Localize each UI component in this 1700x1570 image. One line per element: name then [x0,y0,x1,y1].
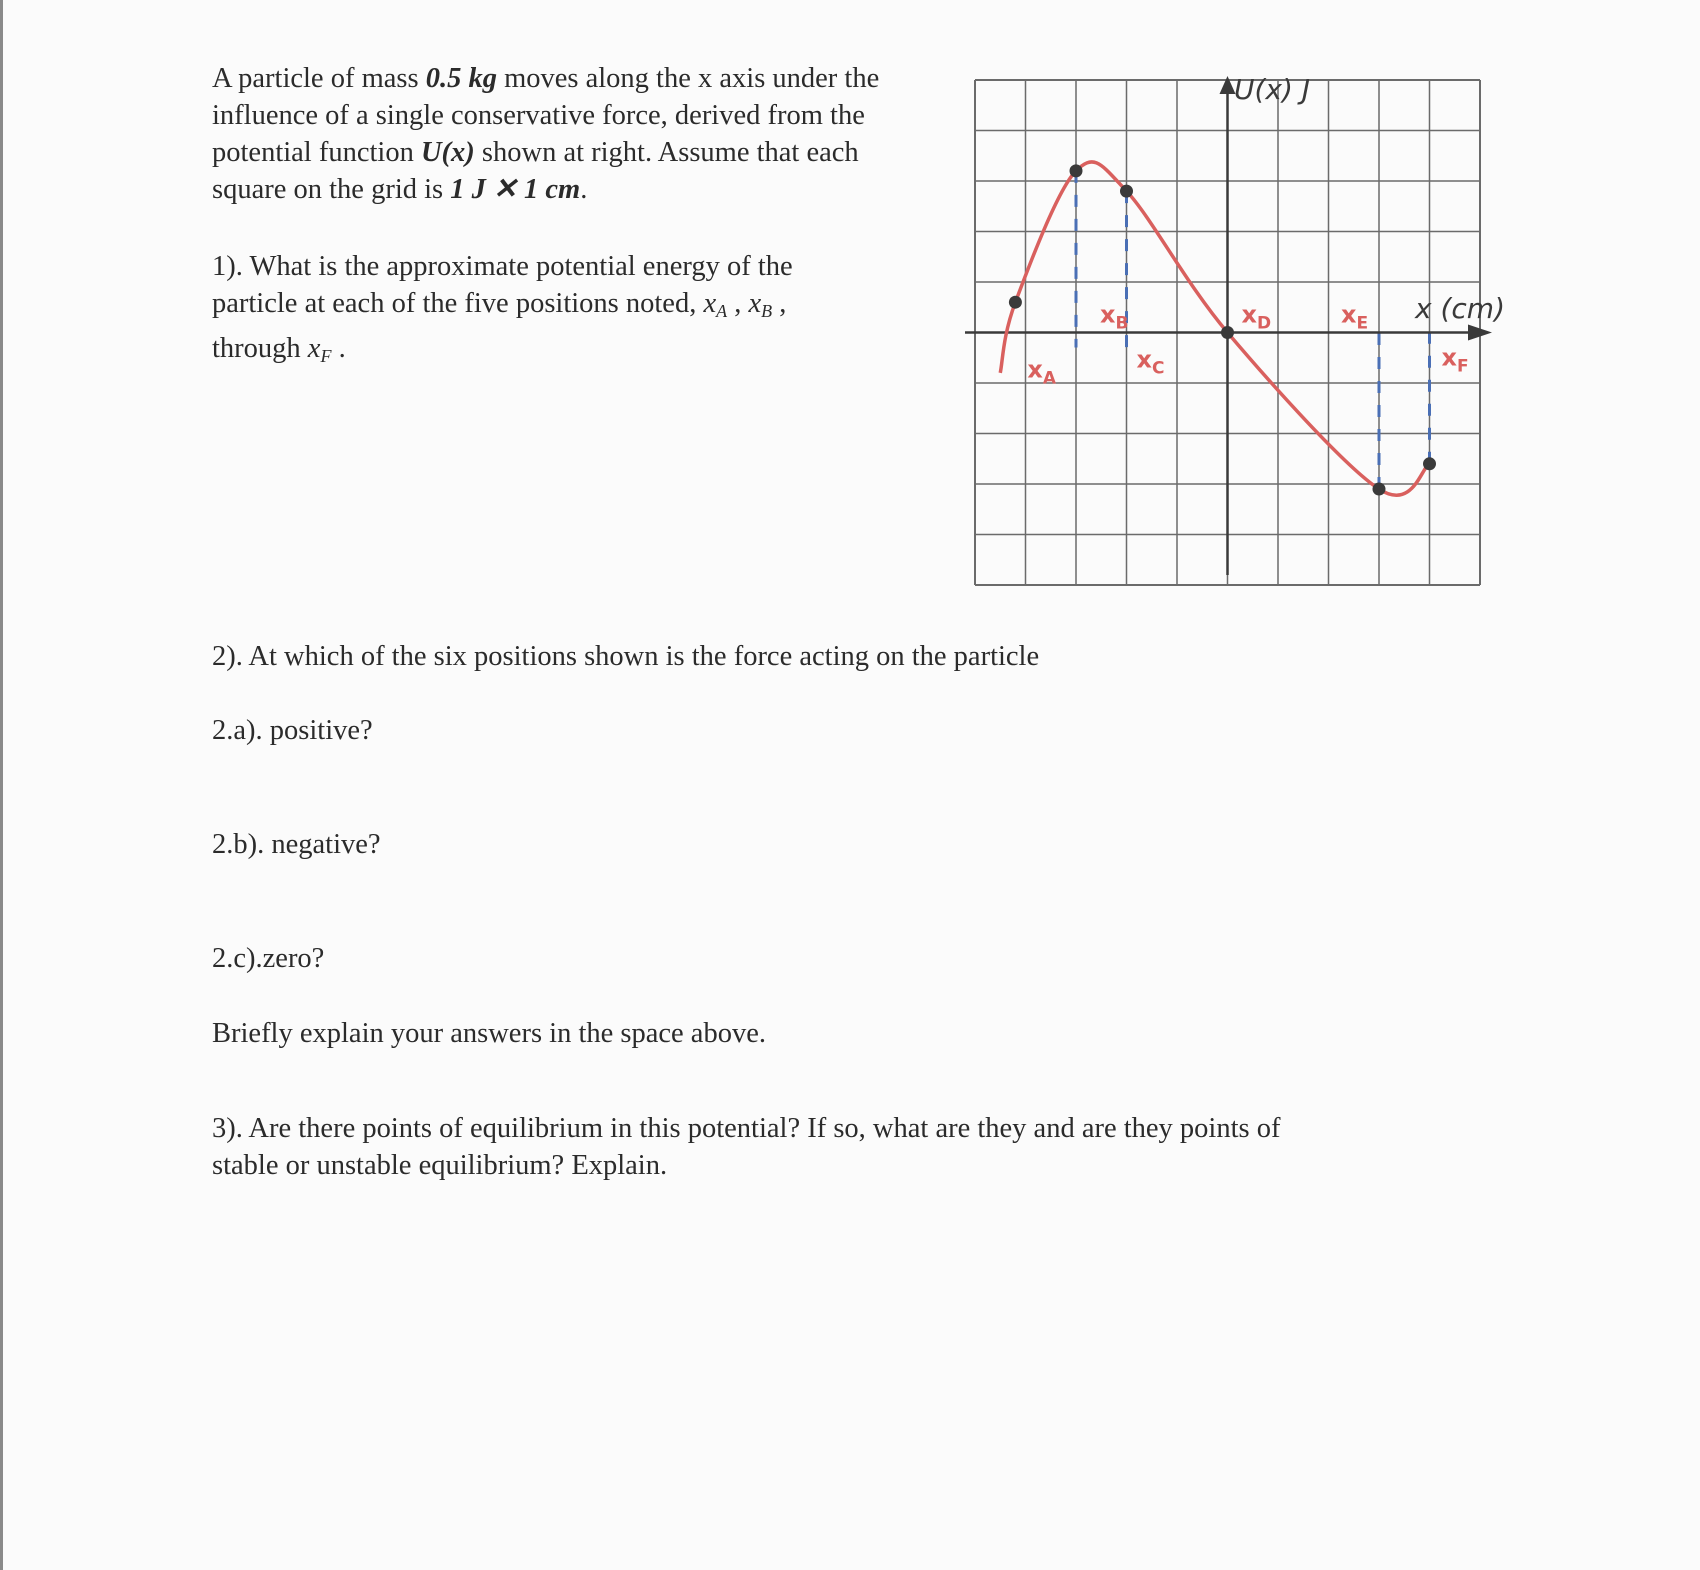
point-e [1373,483,1386,496]
label-sub: E [1356,313,1369,334]
label-xd: $x_D$ [1241,300,1272,334]
label-xa: $x_A$ [1027,355,1057,389]
point-labels [1027,301,1468,389]
q3-line-2: stable or unstable equilibrium? Explain. [212,1150,668,1181]
intro-text: . [580,174,588,205]
intro-text: square on the grid is [212,174,451,205]
label-sub: B [1115,313,1129,334]
dashed-guides [1076,171,1430,489]
intro-line-4 [212,171,972,208]
var-x: x [703,288,717,319]
point-markers [1009,164,1436,495]
label-sub: D [1256,313,1272,334]
intro-text: A particle of mass [212,63,426,94]
intro-text: potential function [212,137,421,168]
separator: , [772,288,787,319]
q1-line-3 [212,330,932,375]
label-xe: $x_E$ [1341,300,1369,334]
q1-text: through [212,333,308,364]
label-xc: $x_C$ [1136,345,1165,379]
point-c [1120,185,1133,198]
potential-energy-graph [960,70,1505,590]
label-xb: $x_B$ [1100,300,1129,334]
question-3 [212,1110,1462,1184]
intro-text: shown at right. Assume that each [474,137,859,168]
q1-line-1: 1). What is the approximate potential energy of the [212,251,793,282]
label-sub: C [1151,358,1165,379]
sub-f: F [320,346,332,366]
separator: , [727,288,749,319]
y-axis-label: U(x) J [1234,73,1311,106]
potential-function: U(x) [420,137,475,168]
period: . [331,333,346,364]
point-b [1070,164,1083,177]
explain-instruction: Briefly explain your answers in the space above. [212,1018,766,1049]
question-2a: 2.a). positive? [212,715,373,746]
question-1 [212,248,932,375]
question-2: 2). At which of the six positions shown is the force acting on the particle [212,641,1040,672]
point-a [1009,296,1022,309]
intro-line-1 [212,60,972,97]
question-2c: 2.c).zero? [212,943,325,974]
sub-a: A [716,301,728,321]
grid-unit: 1 J ✕ 1 cm [450,174,581,205]
q1-line-2 [212,285,932,330]
label-xf: $x_F$ [1441,343,1469,377]
var-x: x [748,288,762,319]
intro-line-3 [212,134,972,171]
question-2b: 2.b). negative? [212,829,381,860]
sub-b: B [761,301,773,321]
mass-value: 0.5 kg [425,63,497,94]
q1-text: particle at each of the five positions noted, [212,288,704,319]
q3-line-1: 3). Are there points of equilibrium in this potential? If so, what are they and are they points of [212,1113,1281,1144]
label-sub: A [1042,368,1057,389]
point-f [1423,457,1436,470]
var-x: x [307,333,321,364]
point-d [1221,326,1234,339]
intro-paragraph [212,60,972,208]
x-axis-label: x (cm) [1415,292,1505,325]
intro-line-2: influence of a single conservative force, derived from the [212,100,865,131]
scan-edge [0,0,3,1570]
label-sub: F [1456,356,1469,377]
intro-text: moves along the x axis under the [496,63,880,94]
